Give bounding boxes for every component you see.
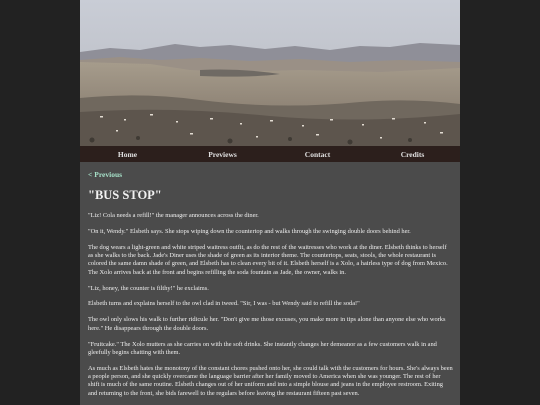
story-paragraph: The dog wears a light-green and white striped waitress outfit, as do the rest of the waitresses who work at the diner. Elsbeth thinks to herself as she walks to the back. Jade's Diner uses the shade of green as its interior theme. The countertops, seats, stools, the whole restaurant is colored the same damn shade of green, and Elsbeth has to clean every bit of it. Elsbeth herself is a Xolo, a hairless type of dog from Mexico. The Xolo arrives back at the front and begins refilling the soda fountain as Jade, the owner, walks in. [88,243,448,276]
previous-link-label: Previous [94,170,123,179]
chevron-left-icon: < [88,170,93,179]
header-banner-image [80,0,460,146]
previous-link[interactable] [88,170,453,179]
story-paragraph: "On it, Wendy." Elsbeth says. She stops wiping down the countertop and walks through the swinging double doors behind her. [88,227,411,235]
desert-landscape-image [80,0,460,146]
story-content [88,168,453,405]
nav-home-link[interactable]: Home [117,149,138,159]
story-paragraph: "Liz! Cola needs a refill!" the manager announces across the diner. [88,212,259,219]
story-title: "BUS STOP" [88,188,162,202]
nav-previews-link[interactable]: Previews [208,149,237,159]
story-paragraph: The owl only slows his walk to further ridicule her. "Don't give me those excuses, you make more in tips alone than anyone else who works here." He disappears through the double doors. [88,316,446,332]
nav-credits-link[interactable]: Credits [400,149,425,159]
story-paragraph: As much as Elsbeth hates the monotony of the constant chores pushed onto her, she could talk with the customers for hours. She's always been a people person, and she quickly overcame the language barrier after her family moved to America when she was younger. The rest of her shift is much of the same routine. Elsbeth changes out of her uniform and into a simple blouse and jeans in the employee restroom. Exiting and returning to the front, she bids farewell to the regulars before leaving the restaurant fifteen past seven. [88,364,453,397]
page-container [80,0,460,405]
story-paragraph: "Fruitcake." The Xolo mutters as she carries on with the soft drinks. She instantly changes her demeanor as a few customers walk in and gleefully begins chatting with them. [88,340,437,356]
nav-contact-link[interactable]: Contact [304,149,331,159]
story-paragraph: Elsbeth turns and explains herself to the owl clad in tweed. "Sir, I was - but Wendy said to refill the soda!" [88,300,360,308]
main-nav [80,146,460,162]
story-paragraph: "Liz, honey, the counter is filthy!" he exclaims. [88,284,209,292]
